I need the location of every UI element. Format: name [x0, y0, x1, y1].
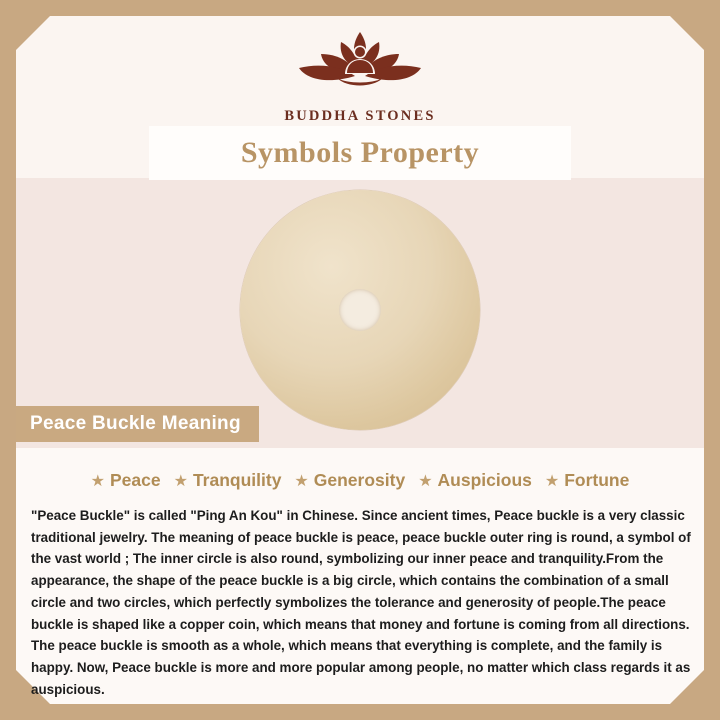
star-icon: ★ — [418, 473, 433, 490]
keyword-label: Tranquility — [192, 470, 282, 490]
brand-name: BUDDHA STONES — [284, 108, 436, 124]
description-paragraph: "Peace Buckle" is called "Ping An Kou" in Chinese. Since ancient times, Peace buckle is a very classic traditional jewelry. The meaning of peace buckle is peace, peace buckle outer ring is round, a symbol of the vast world ; The inner circle is also round, symbolizing our inner peace and tranquility.From the appearance, the shape of the peace buckle is a big circle, which contains the combination of a small circle and two circles, which perfectly symbolizes the tolerance and generosity of people.The peace buckle is shaped like a copper coin, which means that money and fortune is coming from all directions. The peace buckle is smooth as a whole, which means that everything is complete, and the family is happy. Now, Peace buckle is more and more popular among people, no matter which class regards it as auspicious. — [31, 508, 691, 697]
keyword-label: Auspicious — [437, 470, 532, 490]
page-title: Symbols Property — [240, 136, 480, 169]
star-icon: ★ — [544, 473, 560, 490]
section-banner-label: Peace Buckle Meaning — [30, 413, 241, 434]
keyword-item — [91, 470, 161, 491]
keyword-label: Generosity — [313, 470, 406, 490]
star-icon: ★ — [173, 473, 188, 490]
keyword-list — [16, 470, 704, 491]
peace-buckle-disc-icon — [240, 190, 480, 430]
disc-center-hole — [339, 289, 381, 331]
lotus-meditation-icon — [285, 26, 435, 102]
keyword-label: Peace — [109, 470, 161, 490]
keyword-label: Fortune — [564, 470, 630, 490]
keyword-item — [545, 470, 629, 491]
star-icon: ★ — [90, 473, 105, 490]
keyword-item — [294, 470, 405, 491]
brand-logo — [0, 26, 720, 125]
keyword-item — [174, 470, 282, 491]
product-image — [0, 190, 720, 430]
star-icon: ★ — [294, 473, 309, 490]
keyword-item — [418, 470, 532, 491]
section-banner — [16, 406, 259, 442]
title-bar — [149, 126, 571, 180]
